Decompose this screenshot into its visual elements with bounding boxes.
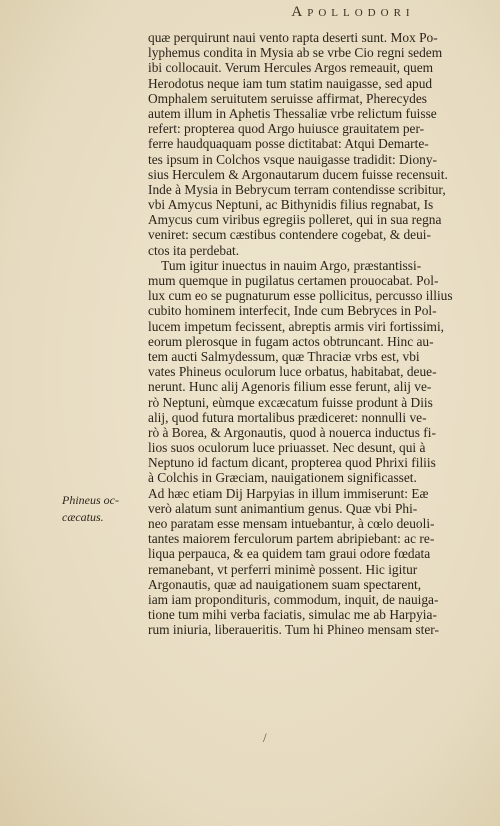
text-line: Argonautis, quæ ad nauigationem suam spectarent, bbox=[148, 576, 422, 592]
text-line: ferre haudquaquam posse dictitabat: Atqui Demarte- bbox=[148, 136, 429, 152]
text-line: tem aucti Salmydessum, quæ Thraciæ vrbs est, vbi bbox=[148, 348, 420, 364]
text-line: vbi Amycus Neptuni, ac Bithynidis filius regnabat, Is bbox=[148, 197, 434, 213]
text-line: tes ipsum in Colchos vsque nauigasse tradidit: Diony- bbox=[148, 151, 437, 167]
text-line: quæ perquirunt naui vento rapta deserti sunt. Mox Po- bbox=[148, 30, 438, 45]
text-line: remanebant, vt perferri minimè possent. Hic igitur bbox=[148, 561, 418, 577]
text-line: alij, quod futura mortalibus prædiceret: nonnulli ve- bbox=[148, 409, 427, 425]
main-text bbox=[148, 30, 478, 638]
text-line: rò Neptuni, eùmque excæcatum fuisse produnt à Diis bbox=[148, 394, 433, 410]
marginal-note bbox=[62, 492, 142, 526]
text-line: liqua perpauca, & ea quidem tam graui odore fœdata bbox=[148, 546, 431, 562]
text-line: veniret: secum cæstibus contendere cogebat, & deui- bbox=[148, 227, 431, 243]
text-line: lios suos oculorum luce priuasset. Nec desunt, qui à bbox=[148, 440, 426, 456]
text-line: à Colchis in Græciam, nauigationem significasset. bbox=[148, 470, 417, 486]
text-line: Inde à Mysia in Bebrycum terram contendisse scribitur, bbox=[148, 181, 446, 197]
text-line: neo paratam esse mensam intuebantur, à cœlo deuoli- bbox=[148, 516, 435, 531]
text-line: ctos ita perdebat. bbox=[148, 242, 240, 258]
text-line: autem illum in Aphetis Thessaliæ vrbe relictum fuisse bbox=[148, 105, 437, 121]
marginal-note-line: Phineus oc- bbox=[62, 493, 119, 507]
text-line: sius Herculem & Argonautarum ducem fuisse recensuit. bbox=[148, 166, 448, 182]
text-line: rum iniuria, liberaueritis. Tum hi Phineo mensam ster- bbox=[148, 622, 439, 638]
marginal-note-line: cæcatus. bbox=[62, 510, 104, 524]
text-line: nerunt. Hunc alij Agenoris filium esse ferunt, alij ve- bbox=[148, 379, 432, 395]
text-line: eorum plerosque in fugam actos obtruncant. Hinc au- bbox=[148, 333, 434, 349]
text-line: tione tum mihi verba faciatis, simulac me ab Harpyia- bbox=[148, 607, 437, 623]
text-line: mum quemque in pugilatus certamen prouocabat. Pol- bbox=[148, 273, 439, 288]
text-line: ibi collocauit. Verum Hercules Argos remeauit, quem bbox=[148, 60, 434, 76]
footer-mark: / bbox=[263, 730, 267, 745]
text-line: verò alatum sunt animantium genus. Quæ vbi Phi- bbox=[148, 500, 418, 516]
text-line: Herodotus neque iam tum statim nauigasse, sed apud bbox=[148, 75, 433, 91]
text-line: Tum igitur inuectus in nauim Argo, præstantissi- bbox=[148, 257, 422, 273]
text-line: tantes maiorem ferculorum partem abripiebant: ac re- bbox=[148, 531, 435, 547]
running-head bbox=[0, 4, 500, 21]
text-line: refert: propterea quod Argo huiusce grauitatem per- bbox=[148, 121, 425, 137]
text-line: cubito hominem interfecit, Inde cum Bebryces in Pol- bbox=[148, 303, 437, 319]
running-title: Apollodori bbox=[291, 4, 415, 20]
text-line: lux cum eo se pugnaturum esse pollicitus, percusso illius bbox=[148, 288, 453, 304]
text-line: lyphemus condita in Mysia ab se vrbe Cio regni sedem bbox=[148, 45, 443, 61]
text-line: iam iam propondituris, commodum, inquit, de nauiga- bbox=[148, 591, 439, 607]
text-line: vates Phineus oculorum luce orbatus, habitabat, deue- bbox=[148, 364, 437, 380]
text-line: Neptuno id factum dicant, propterea quod Phrixi filiis bbox=[148, 455, 436, 471]
text-line: Omphalem seruitutem seruisse affirmat, Pherecydes bbox=[148, 90, 428, 106]
text-line: lucem impetum fecissent, abreptis armis viri fortissimi, bbox=[148, 318, 445, 334]
text-line: Amycus cum viribus egregiis polleret, qui in sua regna bbox=[148, 212, 442, 228]
text-line: rò à Borea, & Argonautis, quod à nouerca inductus fi- bbox=[148, 424, 436, 440]
text-line: Ad hæc etiam Dij Harpyias in illum immiserunt: Eæ bbox=[148, 485, 429, 501]
